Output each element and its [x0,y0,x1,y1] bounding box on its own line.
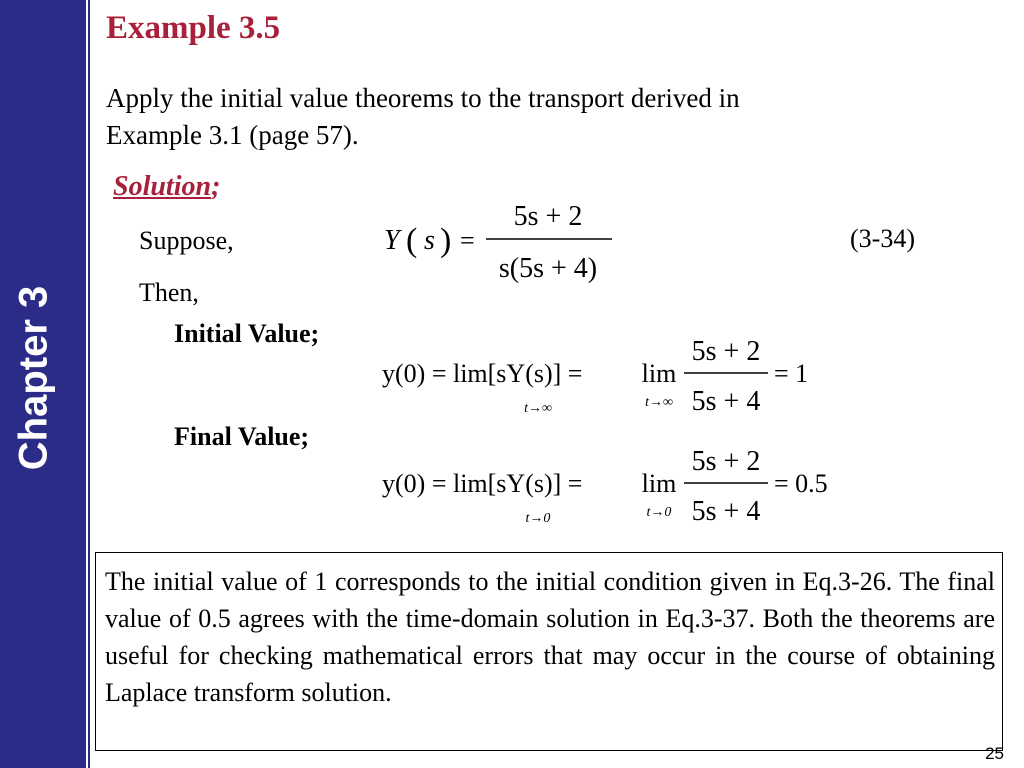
solution-heading [113,171,220,203]
solution-label: Solution [113,171,212,202]
iv-result: = 1 [774,359,809,388]
then-label: Then, [139,278,199,307]
note-box [95,552,1003,751]
final-value-equation [378,440,848,535]
iv-limit-2: t→∞ [645,395,673,410]
svg-text:(: ( [406,222,418,259]
equation-number: (3-34) [850,224,915,253]
note-text: The initial value of 1 corresponds to the initial condition given in Eq.3-26. The final value of 0.5 agrees with the time-domain solution in Eq.3-37. Both the theorems are useful for checking mathematical errors that may occur in the course of obtaining Laplace transform solution. [105,567,995,707]
initial-value-label: Initial Value; [174,319,320,348]
fv-result: = 0.5 [774,469,828,498]
svg-text:=: = [460,226,475,255]
iv-numerator: 5s + 2 [691,336,761,367]
fv-numerator: 5s + 2 [691,446,761,477]
tf-denominator: s(5s + 4) [498,253,598,284]
solution-punct: ; [211,171,221,202]
fv-lim: lim [641,469,677,498]
page-number: 25 [985,744,1004,763]
iv-denominator: 5s + 4 [691,386,761,417]
fv-limit-1: t→0 [525,511,551,526]
tf-lhs: Y(s) = [483,195,486,196]
fv-limit-2: t→0 [646,505,672,520]
problem-statement-line-1: Apply the initial value theorems to the transport derived in [106,83,740,113]
chapter-label: Chapter 3 [11,285,56,471]
sidebar-divider [88,0,90,768]
fv-lhs: y(0) = lim[sY(s)] = [382,469,583,498]
problem-statement-line-2: Example 3.1 (page 57). [106,120,359,150]
chapter-sidebar [0,0,86,768]
initial-value-equation [378,330,828,425]
svg-text:): ) [440,222,452,259]
slide-title: Example 3.5 [106,10,281,46]
final-value-label: Final Value; [174,422,310,451]
iv-limit-1: t→∞ [524,401,552,416]
tf-lhs-Y: Y [384,225,400,256]
iv-lim: lim [641,359,677,388]
suppose-label: Suppose, [139,226,234,255]
transfer-function-equation [380,195,620,295]
svg-text:s: s [424,225,435,256]
fv-denominator: 5s + 4 [691,496,761,527]
tf-numerator: 5s + 2 [513,201,583,232]
problem-statement [106,80,966,154]
iv-lhs: y(0) = lim[sY(s)] = [382,359,583,388]
